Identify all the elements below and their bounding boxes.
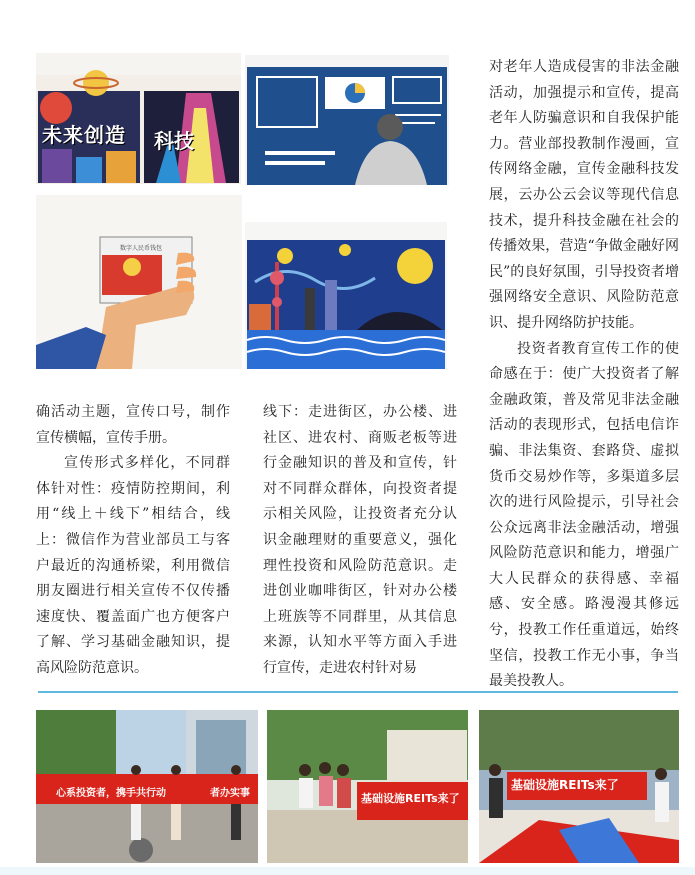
page-bottom-band	[0, 867, 695, 875]
right-column	[489, 55, 679, 695]
drawing-tech-text: 科技	[154, 129, 194, 153]
drawing-digital-wallet-art	[36, 195, 242, 369]
photo-street-event	[36, 710, 258, 863]
park-banner: 基础设施REITs来了	[361, 792, 460, 805]
photo-park-event	[267, 710, 468, 863]
middle-column	[263, 400, 457, 682]
drawing-computer	[245, 55, 449, 185]
left-paragraph-1: 确活动主题，宣传口号，制作宣传横幅，宣传手册。	[36, 404, 230, 446]
drawing-future-text: 未来创造	[42, 123, 126, 147]
section-divider	[38, 691, 678, 693]
left-paragraph-2: 宣传形式多样化，不同群体针对性：疫情防控期间，利用“线上＋线下”相结合，线上：微信作为营业部员工与客户最近的沟通桥梁，利用微信朋友圈进行相关宣传不仅传播速度快、覆盖面广也方便客户了解、学习基础金融知识，提高风险防范意识。	[36, 455, 230, 676]
wallet-card-text: 数字人民币钱包	[120, 245, 163, 252]
street-banner-left: 心系投资者，携手共行动	[56, 788, 166, 799]
photo-park-scene	[267, 710, 468, 863]
drawing-skyline-art	[245, 222, 447, 369]
right-paragraph-2: 投资者教育宣传工作的使命感在于：使广大投资者了解金融政策，普及常见非法金融活动的表现形式，包括电信诈骗、非法集资、套路贷、虚拟货币交易炒作等，多渠道多层次的进行风险提示，引导社会公众远离非法金融活动，增强风险防范意识和能力，增强广大人民群众的获得感、幸福感、安全感。路漫漫其修远兮，投教工作任重道远，始终坚信，投教工作无小事，争当最美投教人。	[489, 340, 679, 690]
left-column	[36, 400, 230, 682]
street-banner-right: 者办实事	[210, 788, 250, 799]
square-banner: 基础设施REITs来了	[511, 778, 619, 792]
drawing-future-tech	[36, 53, 241, 184]
middle-paragraph-1: 线下：走进街区，办公楼、进社区、进农村、商贩老板等进行金融知识的普及和宣传，针对不同群众群体，向投资者提示相关风险，让投资者充分认识金融理财的重要意义，强化理性投资和风险防范意识。走进创业咖啡街区，针对办公楼上班族等不同群里，从其信息来源，认知水平等方面入手进行宣传，走进农村针对易	[263, 404, 457, 676]
drawing-computer-art	[245, 55, 449, 185]
drawing-digital-wallet	[36, 195, 242, 369]
drawing-skyline	[245, 222, 447, 369]
right-paragraph-1: 对老年人造成侵害的非法金融活动，加强提示和宣传，提高老年人防骗意识和自我保护能力。营业部投教制作漫画，宣传网络金融，宣传金融科技发展，云办公云会议等现代信息技术，提升科技金融在社会的传播效果，营造“争做金融好网民”的良好氛围，引导投资者增强网络安全意识、风险防范意识、提升网络防护技能。	[489, 59, 679, 331]
photo-square-event	[479, 710, 679, 863]
